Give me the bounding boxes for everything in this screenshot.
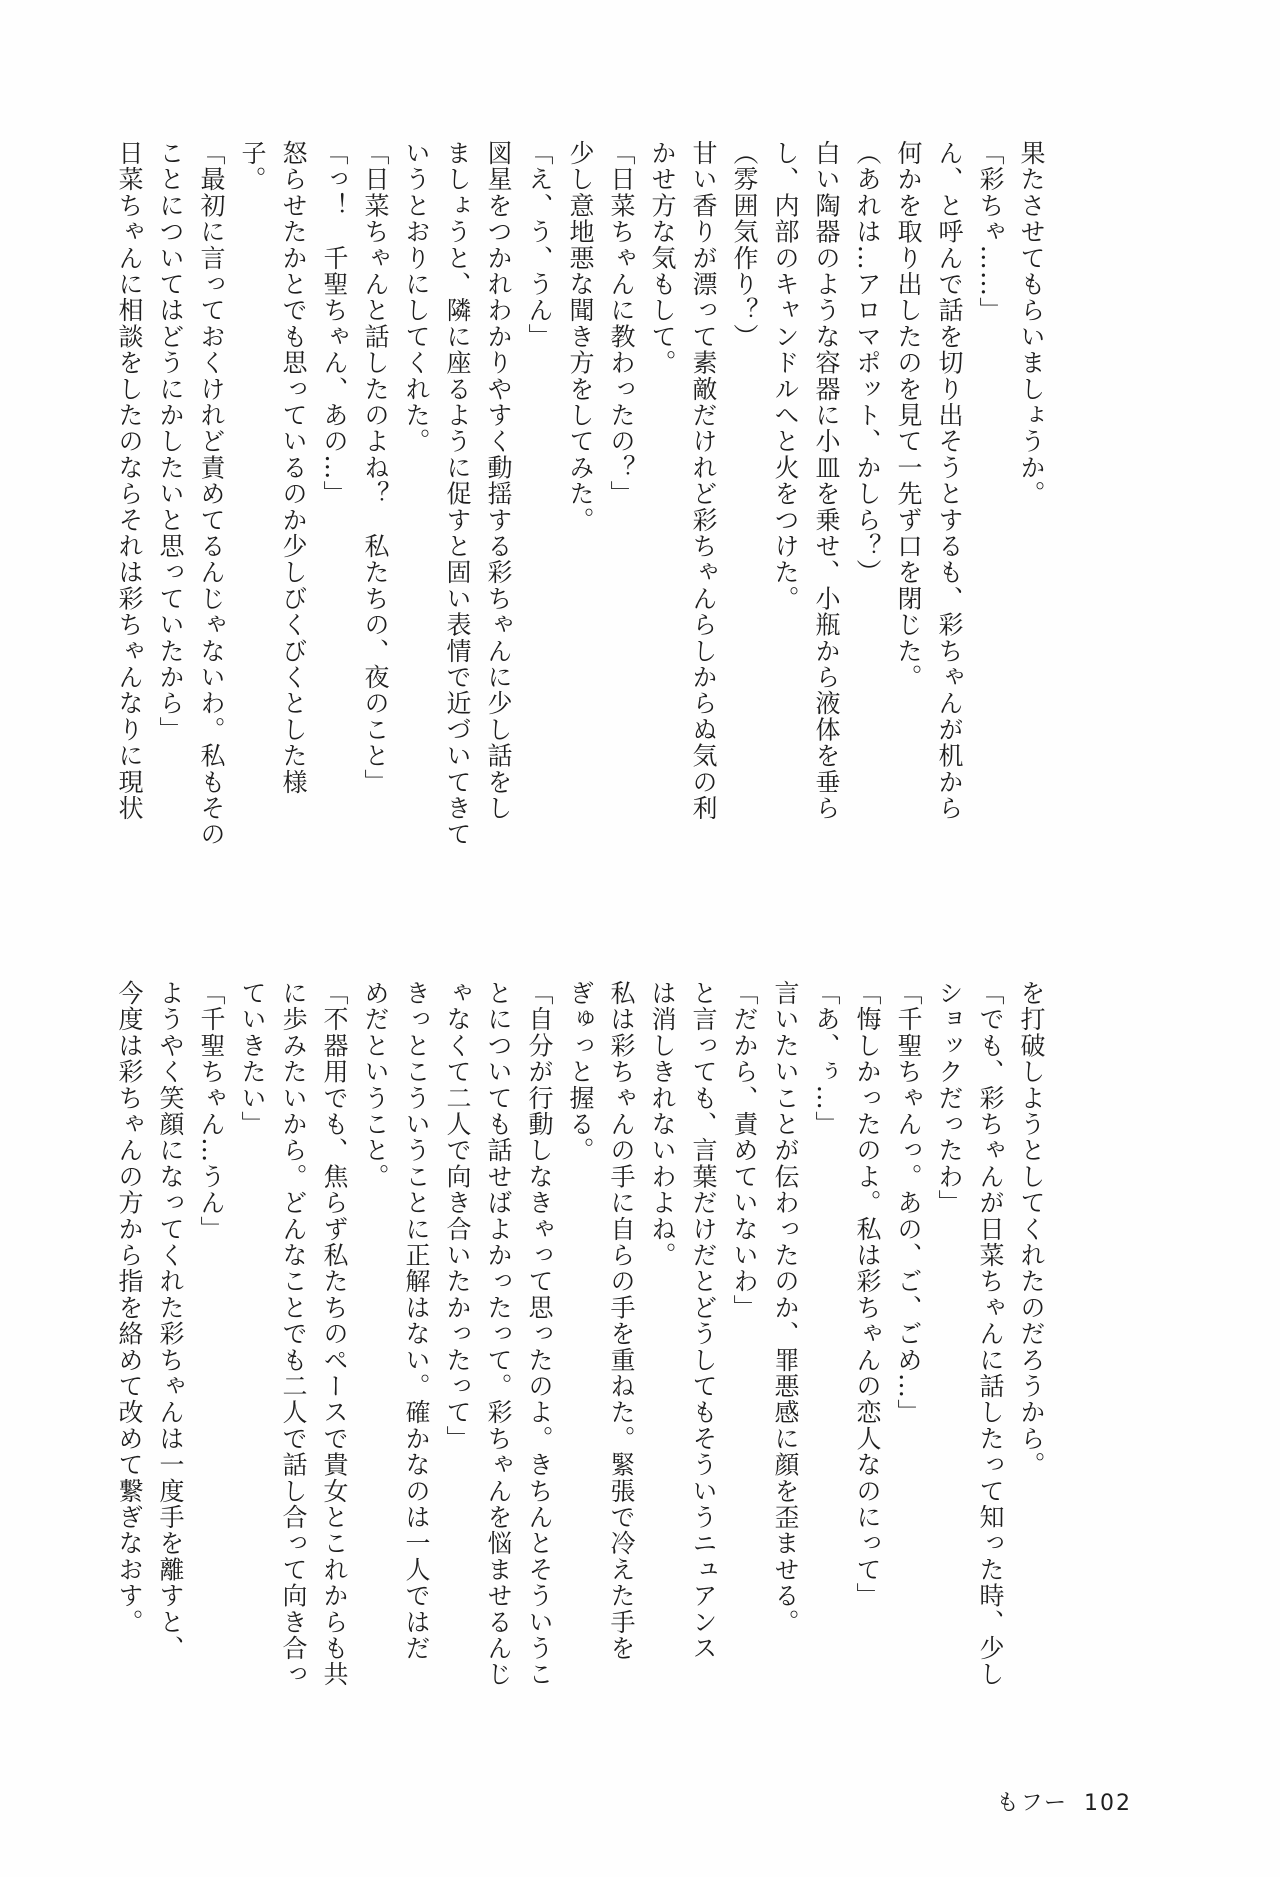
text-line: 子。 [238, 140, 267, 193]
text-line: 「っ！ 千聖ちゃん、あの…」 [320, 140, 349, 507]
text-line: ん、と呼んで話を切り出そうとするも、彩ちゃんが机から [935, 140, 964, 822]
text-line: ぎゅっと握る。 [566, 980, 595, 1164]
text-line: は消しきれないわよね。 [648, 980, 677, 1269]
text-line: 図星をつかれわかりやすく動揺する彩ちゃんに少し話をし [484, 140, 513, 822]
text-line: 「日菜ちゃんに教わったの？」 [607, 140, 636, 507]
text-line: 「え、う、うん」 [525, 140, 554, 350]
text-line: ゃなくて二人で向き合いたかったって」 [443, 980, 472, 1452]
text-line: し、内部のキャンドルへと火をつけた。 [771, 140, 800, 612]
text-line: を打破しようとしてくれたのだろうから。 [1017, 980, 1046, 1478]
text-line: 日菜ちゃんに相談をしたのならそれは彩ちゃんなりに現状 [115, 140, 144, 822]
text-line: ましょうと、隣に座るように促すと固い表情で近づいてきて [443, 140, 472, 848]
text-line: と言っても、言葉だけだとどうしてもそういうニュアンス [689, 980, 718, 1662]
text-line: 何かを取り出したのを見て一先ず口を閉じた。 [894, 140, 923, 691]
text-line: ようやく笑顔になってくれた彩ちゃんは一度手を離すと、 [156, 980, 185, 1662]
text-line: 果たさせてもらいましょうか。 [1017, 140, 1046, 507]
text-line: 「あ、ぅ…」 [812, 980, 841, 1138]
text-line: いうとおりにしてくれた。 [402, 140, 431, 455]
text-line: 「日菜ちゃんと話したのよね？ 私たちの、夜のこと」 [361, 140, 390, 795]
text-line: ショックだったわ」 [935, 980, 964, 1216]
text-line: 少し意地悪な聞き方をしてみた。 [566, 140, 595, 533]
page-number: 102 [1084, 1791, 1132, 1816]
text-line: 「彩ちゃ……」 [976, 140, 1005, 324]
text-line: ていきたい」 [238, 980, 267, 1138]
text-line: 「千聖ちゃんっ。あの、ご、ごめ…」 [894, 980, 923, 1426]
text-line: （あれは…アロマポット、かしら？） [853, 140, 882, 586]
text-line: 私は彩ちゃんの手に自らの手を重ねた。緊張で冷えた手を [607, 980, 636, 1662]
text-block-top [109, 140, 1052, 900]
text-line: 「最初に言っておくけれど責めてるんじゃないわ。私もその [197, 140, 226, 848]
text-line: ことについてはどうにかしたいと思っていたから」 [156, 140, 185, 743]
text-line: 怒らせたかとでも思っているのか少しびくびくとした様 [279, 140, 308, 795]
text-line: 「悔しかったのよ。私は彩ちゃんの恋人なのにって」 [853, 980, 882, 1609]
text-line: 「だから、責めていないわ」 [730, 980, 759, 1321]
text-line: 「千聖ちゃん…うん」 [197, 980, 226, 1242]
text-line: とについても話せばよかったって。彩ちゃんを悩ませるんじ [484, 980, 513, 1688]
text-line: 「不器用でも、焦らず私たちのペースで貴女とこれからも共 [320, 980, 349, 1688]
text-line: きっとこういうことに正解はない。確かなのは一人ではだ [402, 980, 431, 1662]
text-line: 言いたいことが伝わったのか、罪悪感に顔を歪ませる。 [771, 980, 800, 1635]
text-line: （雰囲気作り？） [730, 140, 759, 350]
text-line: めだということ。 [361, 980, 390, 1190]
text-line: 甘い香りが漂って素敵だけれど彩ちゃんらしからぬ気の利 [689, 140, 718, 822]
text-line: かせ方な気もして。 [648, 140, 677, 376]
author-name: もフー [996, 1791, 1068, 1816]
text-line: 「自分が行動しなきゃって思ったのよ。きちんとそういうこ [525, 980, 554, 1688]
text-line: 「でも、彩ちゃんが日菜ちゃんに話したって知った時、少し [976, 980, 1005, 1688]
text-block-bottom [109, 980, 1052, 1740]
page-footer [997, 1786, 1132, 1817]
text-line: 今度は彩ちゃんの方から指を絡めて改めて繋ぎなおす。 [115, 980, 144, 1635]
text-line: 白い陶器のような容器に小皿を乗せ、小瓶から液体を垂ら [812, 140, 841, 822]
text-line: に歩みたいから。どんなことでも二人で話し合って向き合っ [279, 980, 308, 1688]
